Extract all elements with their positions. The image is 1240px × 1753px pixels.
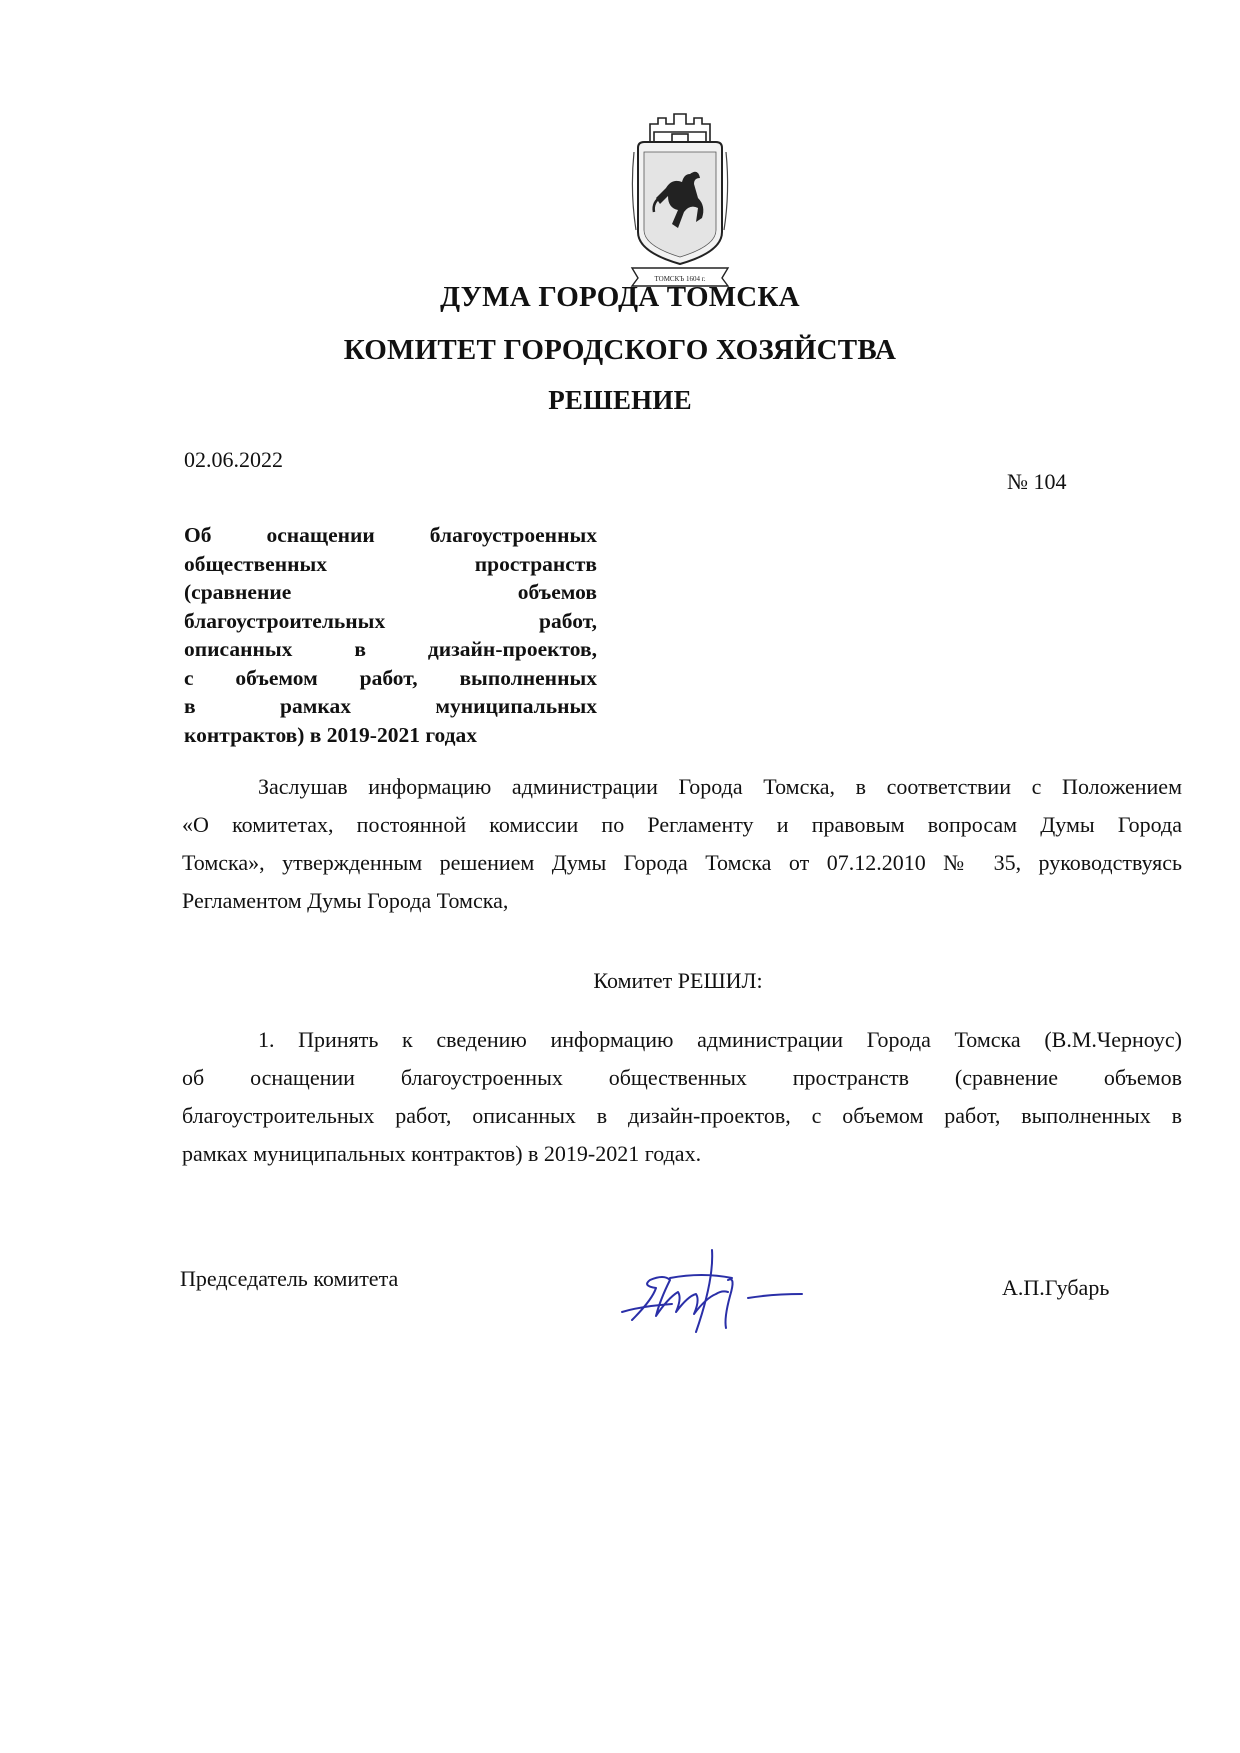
paragraph-line: об оснащении благоустроенных общественных пространств (сравнение объемов — [182, 1065, 1182, 1090]
chair-title: Председатель комитета — [180, 1266, 399, 1291]
subject-line: с объемом работ, выполненных — [184, 665, 597, 690]
preamble-paragraph — [182, 768, 1182, 920]
subject-line: (сравнение объемов — [184, 580, 597, 604]
subject-line: Об оснащении благоустроенных — [184, 523, 597, 547]
subject-line: общественных пространств — [184, 551, 597, 576]
paragraph-line: рамках муниципальных контрактов) в 2019-2021 годах. — [182, 1141, 702, 1166]
document-number: № 104 — [1007, 469, 1067, 494]
paragraph-line: благоустроительных работ, описанных в дизайн-проектов, с объемом работ, выполненных в — [182, 1103, 1182, 1128]
paragraph-line: Регламентом Думы Города Томска, — [182, 888, 509, 913]
paragraph-line: 1. Принять к сведению информацию администрации Города Томска (В.М.Черноус) — [258, 1027, 1182, 1052]
subject-line: описанных в дизайн-проектов, — [184, 637, 597, 661]
subject-line: контрактов) в 2019-2021 годах — [184, 722, 478, 747]
paragraph-line: «О комитетах, постоянной комиссии по Регламенту и правовым вопросам Думы Города — [182, 812, 1182, 837]
paragraph-line: Томска», утвержденным решением Думы Города Томска от 07.12.2010 № 35, руководствуясь — [182, 850, 1182, 875]
document-type: РЕШЕНИЕ — [548, 385, 692, 415]
resolved-heading: Комитет РЕШИЛ: — [593, 968, 763, 993]
org-name: ДУМА ГОРОДА ТОМСКА — [440, 281, 800, 313]
subject-line: в рамках муниципальных — [184, 694, 597, 718]
decision-item-1 — [182, 1021, 1182, 1173]
coat-of-arms-icon — [628, 112, 732, 288]
ribbon-text: ТОМСКЪ 1604 г. — [654, 275, 706, 283]
paragraph-line: Заслушав информацию администрации Города Томска, в соответствии с Положением — [258, 774, 1182, 799]
committee-name: КОМИТЕТ ГОРОДСКОГО ХОЗЯЙСТВА — [343, 334, 897, 366]
subject-line: благоустроительных работ, — [184, 608, 597, 633]
chair-name: А.П.Губарь — [1002, 1275, 1110, 1300]
handwritten-signature-icon — [612, 1240, 852, 1335]
subject-block — [184, 521, 597, 749]
document-date: 02.06.2022 — [184, 447, 283, 472]
